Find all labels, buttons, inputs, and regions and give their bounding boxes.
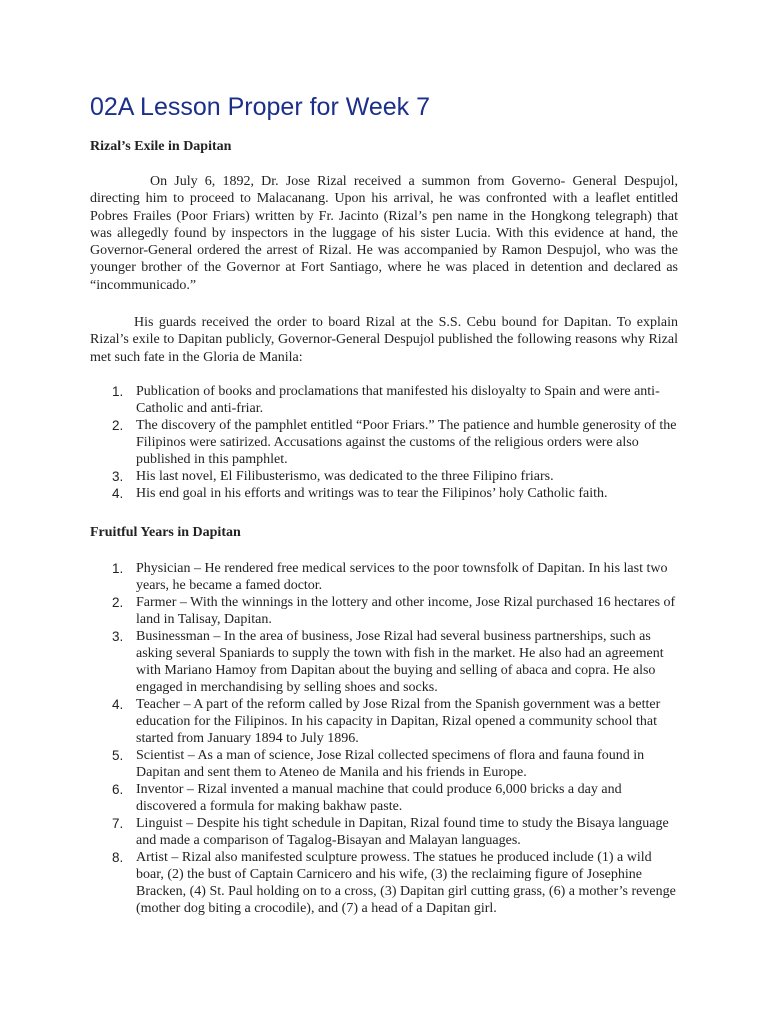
reasons-list (90, 383, 678, 502)
section-heading-fruitful: Fruitful Years in Dapitan (90, 525, 241, 540)
list-number: 7. (112, 816, 124, 831)
list-item-text: Artist – Rizal also manifested sculpture prowess. The statues he produced include (1) a wild boar, (2) the bust of Captain Carnicero and his wife, (3) the reclaiming figure of Josephine Bracken, (4) St. Paul holding on to a cross, (3) Dapitan girl cutting grass, (6) a mother’s revenge (mother dog biting a crocodile), and (7) a head of a Dapitan girl. (136, 850, 676, 916)
list-number: 5. (112, 748, 124, 763)
list-number: 3. (112, 629, 124, 644)
list-number: 2. (112, 595, 124, 610)
list-number: 1. (112, 384, 124, 399)
list-item-text: Inventor – Rizal invented a manual machine that could produce 6,000 bricks a day and discovered a formula for making bakhaw paste. (136, 782, 622, 814)
list-number: 4. (112, 697, 124, 712)
list-number: 8. (112, 850, 124, 865)
page-title: 02A Lesson Proper for Week 7 (90, 93, 431, 121)
list-item-text: Farmer – With the winnings in the lottery and other income, Jose Rizal purchased 16 hectares of land in Talisay, Dapitan. (136, 595, 676, 627)
list-item-text: His end goal in his efforts and writings was to tear the Filipinos’ holy Catholic faith. (136, 486, 608, 501)
list-item (90, 628, 678, 696)
list-item-text: Businessman – In the area of business, Jose Rizal had several business partnerships, such as asking several Spaniards to supply the town with fish in the market. He also had an agreement with Mariano Hamoy from Dapitan about the buying and selling of abaca and copra. He also engaged in merchandising by selling shoes and socks. (136, 629, 664, 695)
list-number: 1. (112, 561, 124, 576)
list-item-text: Teacher – A part of the reform called by Jose Rizal from the Spanish government was a better education for the Filipinos. In his capacity in Dapitan, Rizal opened a community school that started from January 1894 to July 1896. (136, 697, 661, 746)
list-item (90, 781, 678, 815)
list-number: 6. (112, 782, 124, 797)
list-item (90, 696, 678, 747)
list-item-text: Publication of books and proclamations that manifested his disloyalty to Spain and were anti-Catholic and anti-friar. (136, 384, 660, 416)
list-number: 2. (112, 418, 124, 433)
list-item-text: Scientist – As a man of science, Jose Rizal collected specimens of flora and fauna found in Dapitan and sent them to Ateneo de Manila and his friends in Europe. (136, 748, 645, 780)
section-heading-exile: Rizal’s Exile in Dapitan (90, 139, 232, 154)
list-item (90, 417, 678, 468)
list-item-text: His last novel, El Filibusterismo, was dedicated to the three Filipino friars. (136, 469, 554, 484)
list-item (90, 849, 678, 917)
list-item-text: Linguist – Despite his tight schedule in Dapitan, Rizal found time to study the Bisaya language and made a comparison of Tagalog-Bisayan and Malayan languages. (136, 816, 669, 848)
list-item (90, 815, 678, 849)
list-item (90, 468, 678, 485)
list-item (90, 383, 678, 417)
list-item (90, 594, 678, 628)
list-item-text: Physician – He rendered free medical services to the poor townsfolk of Dapitan. In his last two years, he became a famed doctor. (136, 561, 668, 593)
paragraph-summon: On July 6, 1892, Dr. Jose Rizal received a summon from Governo- General Despujol, directing him to proceed to Malacanang. Upon his arrival, he was confronted with a leaflet entitled Pobres Frailes (Poor Friars) written by Fr. Jacinto (Rizal’s pen name in the Hongkong telegraph) that was allegedly found by inspectors in the luggage of his sister Lucia. With this evidence at hand, the Governor-General ordered the arrest of Rizal. He was accompanied by Ramon Despujol, who was the younger brother of the Governor at Fort Santiago, where he was placed in detention and declared as “incommunicado.” (90, 174, 678, 293)
roles-list (90, 560, 678, 917)
list-number: 4. (112, 486, 124, 501)
list-item (90, 747, 678, 781)
list-number: 3. (112, 469, 124, 484)
list-item-text: The discovery of the pamphlet entitled “Poor Friars.” The patience and humble generosity of the Filipinos were satirized. Accusations against the customs of the religious orders were also published in this pamphlet. (136, 418, 677, 467)
list-item (90, 560, 678, 594)
paragraph-guards: His guards received the order to board Rizal at the S.S. Cebu bound for Dapitan. To explain Rizal’s exile to Dapitan publicly, Governor-General Despujol published the following reasons why Rizal met such fate in the Gloria de Manila: (90, 315, 678, 365)
list-item (90, 485, 678, 502)
